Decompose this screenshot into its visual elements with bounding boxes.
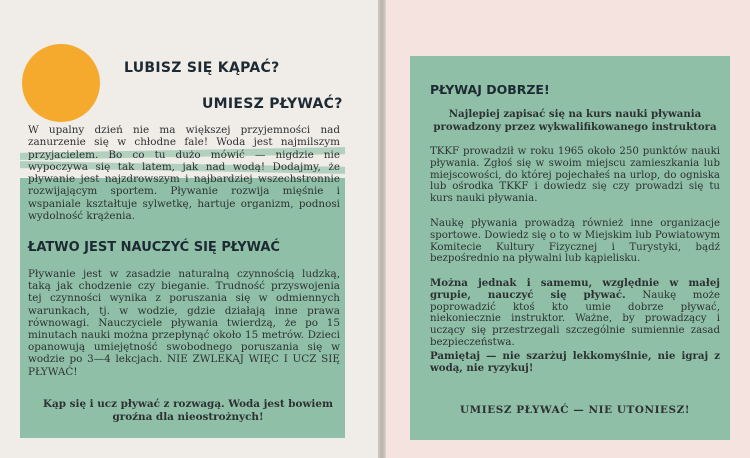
- self-learning-lead: Można jednak i samemu, względnie w małej grupie, nauczyć się pływać.: [430, 277, 720, 301]
- intro-paragraph: W upalny dzień nie ma większej przyjemności nad zanurzenie się w chłodne fale! Woda jest najmilszym przyjacielem. Bo co tu dużo mówić — nigdzie nie wypoczywa się tak latem, jak nad wodą! Dodajmy, że pływanie jest najzdrowszym i najbardziej wszechstronnie rozwijającym sportem. Pływanie rozwija mięśnie i wspaniale kształtuje sylwetkę, hartuje organizm, podnosi wydolność krążenia.: [28, 124, 340, 223]
- slogan: UMIESZ PŁYWAĆ — NIE UTONIESZ!: [459, 404, 691, 416]
- learning-paragraph: Pływanie jest w zasadzie naturalną czynnością ludzką, taką jak chodzenie czy bieganie. Trudność przyswojenia tej czynności wynika z poruszania się w odmiennych warunkach, tj. w wodzie, gdzie działają inne prawa równowagi. Nauczyciele pływania twierdzą, że po 15 minutach nauki można przepłynąć około 15 metrów. Dzieci opanowują umiejętność swobodnego poruszania się w wodzie po 3—4 lekcjach. NIE ZWLEKAJ WIĘC I UCZ SIĘ PŁYWAĆ!: [28, 268, 340, 378]
- caution-paragraph: Kąp się i ucz pływać z rozwagą. Woda jest bowiem groźna dla nieostrożnych!: [43, 398, 333, 423]
- tkkf-paragraph: TKKF prowadził w roku 1965 około 250 punktów nauki pływania. Zgłoś się w swoim miejscu zamieszkania lub miejscowości, do której pojechałeś na urlop, do ogniska lub ośrodka TKKF i dowiedz się czy prowadzi się tu kurs nauki pływania.: [430, 146, 720, 205]
- warning-paragraph: Pamiętaj — nie szarżuj lekkomyślnie, nie igraj z wodą, nie ryzykuj!: [430, 350, 720, 375]
- self-learning-rest: Naukę może poprowadzić ktoś kto umie dobrze pływać, niekoniecznie instruktor. Ważne, by prowadzący i uczący się przestrzegali szczególnie sumiennie zasad bezpieczeństwa.: [430, 289, 720, 348]
- course-intro: Najlepiej zapisać się na kurs nauki pływania prowadzony przez wykwalifikowanego instruktora: [433, 108, 717, 133]
- book-spine: [378, 0, 386, 458]
- self-learning-paragraph: [430, 278, 720, 349]
- title-lubisz-sie-kapac: LUBISZ SIĘ KĄPAĆ?: [124, 60, 280, 76]
- title-umiesz-plywac: UMIESZ PŁYWAĆ?: [202, 96, 343, 112]
- organizations-paragraph: Naukę pływania prowadzą również inne organizacje sportowe. Dowiedz się o to w Miejskim lub Powiatowym Komitecie Kultury Fizycznej i Turystyki, bądź bezpośrednio na pływalni lub kąpielisku.: [430, 218, 720, 265]
- heading-latwo-nauczyc: ŁATWO JEST NAUCZYĆ SIĘ PŁYWAĆ: [28, 240, 280, 255]
- title-plywaj-dobrze: PŁYWAJ DOBRZE!: [430, 82, 550, 97]
- sun-circle-graphic: [22, 44, 100, 122]
